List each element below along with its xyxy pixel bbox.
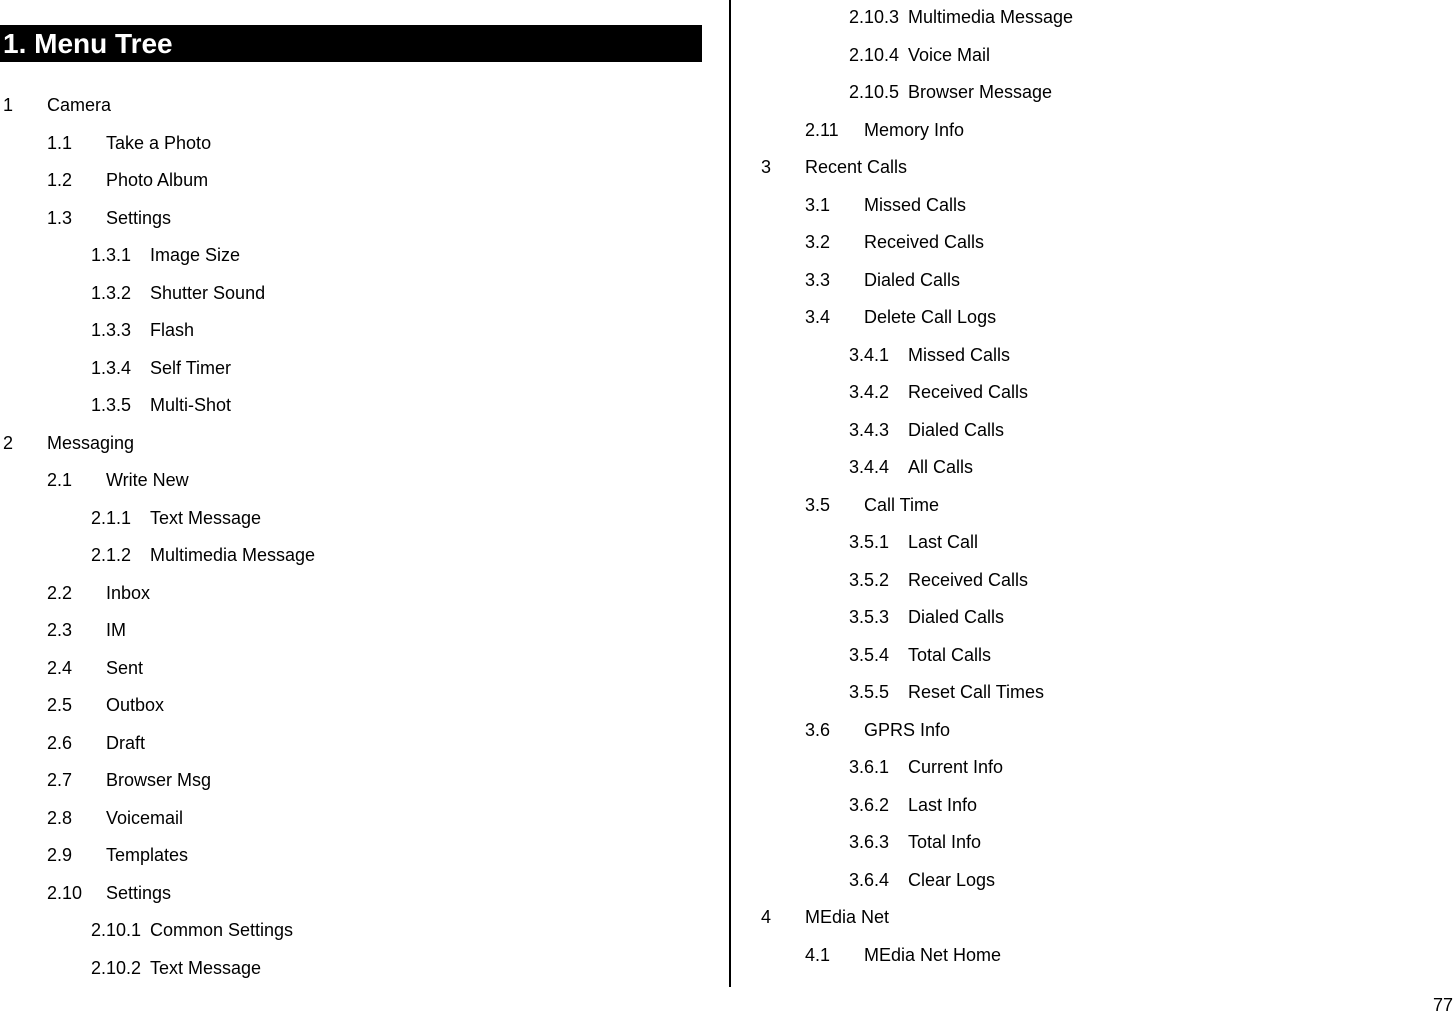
menu-item-label: Multimedia Message — [908, 7, 1074, 27]
menu-item-label: Reset Call Times — [908, 682, 1045, 702]
menu-item-level-3 — [0, 387, 700, 425]
menu-item-level-2 — [0, 650, 700, 688]
menu-item-number: 2.10.1 — [91, 920, 142, 940]
menu-item-label: MEdia Net Home — [864, 944, 1002, 965]
menu-item-level-2 — [0, 837, 700, 875]
menu-item-level-3 — [0, 237, 700, 275]
menu-item-number: 1.3.2 — [91, 282, 132, 303]
menu-item-label: Write New — [106, 470, 189, 490]
menu-item-level-2 — [0, 725, 700, 763]
menu-item-number: 2.10.3 — [849, 7, 900, 27]
menu-item-label: Messaging — [47, 432, 135, 453]
menu-item-level-2 — [0, 687, 700, 725]
menu-item-number: 1.3.3 — [91, 320, 132, 340]
menu-item-number: 2.11 — [805, 119, 839, 140]
menu-item-level-1 — [0, 87, 700, 125]
menu-item-label: Text Message — [150, 507, 262, 528]
menu-item-label: Photo Album — [106, 170, 209, 190]
menu-item-number: 3.4.3 — [849, 419, 890, 440]
menu-item-label: Multimedia Message — [150, 545, 316, 565]
menu-tree-left-column — [0, 87, 700, 987]
menu-item-number: 2.10 — [47, 882, 83, 903]
menu-item-level-2 — [0, 462, 700, 500]
menu-item-number: 2.8 — [47, 807, 73, 828]
menu-item-number: 3.5 — [805, 494, 831, 515]
menu-item-label: Missed Calls — [864, 194, 967, 215]
menu-item-number: 3.4.4 — [849, 457, 890, 477]
menu-item-number: 1.3.5 — [91, 395, 132, 415]
menu-item-label: Camera — [47, 95, 112, 115]
menu-item-number: 3.4.2 — [849, 382, 890, 402]
menu-item-level-2 — [0, 875, 700, 913]
menu-item-level-3 — [0, 312, 700, 350]
menu-item-level-2 — [0, 800, 700, 838]
menu-item-level-3 — [758, 599, 1448, 637]
menu-item-number: 3.5.4 — [849, 644, 890, 665]
menu-item-label: Multi-Shot — [150, 395, 232, 415]
menu-item-number: 2.2 — [47, 582, 73, 603]
menu-item-level-3 — [0, 912, 700, 950]
menu-item-level-2 — [0, 200, 700, 238]
menu-item-level-3 — [0, 275, 700, 313]
menu-item-label: Draft — [106, 732, 146, 753]
menu-item-number: 2.10.4 — [849, 44, 900, 65]
menu-item-level-3 — [758, 412, 1448, 450]
menu-item-level-3 — [758, 824, 1448, 862]
menu-item-level-3 — [758, 449, 1448, 487]
menu-item-level-3 — [758, 787, 1448, 825]
menu-item-level-2 — [758, 112, 1448, 150]
menu-item-level-2 — [758, 487, 1448, 525]
menu-item-number: 2.1.1 — [91, 507, 132, 528]
menu-item-level-1 — [758, 149, 1448, 187]
menu-item-number: 4 — [761, 907, 772, 927]
menu-item-label: Received Calls — [908, 382, 1029, 402]
menu-item-label: Self Timer — [150, 357, 232, 378]
menu-item-label: Received Calls — [864, 232, 985, 252]
menu-item-number: 4.1 — [805, 944, 831, 965]
menu-item-level-3 — [758, 862, 1448, 900]
menu-item-level-3 — [758, 749, 1448, 787]
menu-item-label: Last Info — [908, 794, 978, 815]
menu-item-number: 3.6.3 — [849, 832, 890, 852]
menu-item-number: 2.7 — [47, 770, 73, 790]
menu-item-number: 3.5.5 — [849, 682, 890, 702]
menu-item-label: Dialed Calls — [864, 269, 961, 290]
menu-item-level-2 — [758, 712, 1448, 750]
menu-item-number: 3.5.2 — [849, 569, 890, 590]
menu-item-number: 3.3 — [805, 269, 831, 290]
menu-item-level-3 — [758, 374, 1448, 412]
menu-item-level-3 — [758, 674, 1448, 712]
menu-item-label: Sent — [106, 657, 144, 678]
menu-item-number: 3 — [761, 157, 772, 177]
menu-item-level-2 — [0, 575, 700, 613]
menu-item-number: 2.3 — [47, 620, 73, 640]
menu-item-label: Delete Call Logs — [864, 307, 997, 327]
menu-item-label: Current Info — [908, 757, 1004, 777]
page-number: 77 — [1432, 995, 1453, 1015]
menu-item-label: Dialed Calls — [908, 419, 1005, 440]
menu-item-number: 2.1 — [47, 470, 73, 490]
menu-item-level-1 — [758, 899, 1448, 937]
menu-item-level-2 — [758, 224, 1448, 262]
menu-item-label: Common Settings — [150, 920, 294, 940]
menu-item-label: MEdia Net — [805, 907, 890, 927]
menu-item-level-2 — [758, 262, 1448, 300]
menu-item-level-1 — [0, 425, 700, 463]
section-heading: 1. Menu Tree — [0, 25, 702, 62]
menu-item-level-2 — [758, 937, 1448, 975]
menu-item-label: Memory Info — [864, 119, 965, 140]
menu-item-number: 3.6 — [805, 719, 831, 740]
menu-item-label: Total Calls — [908, 644, 992, 665]
menu-item-number: 2 — [3, 432, 14, 453]
menu-item-label: Voicemail — [106, 807, 184, 828]
menu-tree-right-column — [758, 0, 1448, 974]
menu-item-label: Recent Calls — [805, 157, 908, 177]
column-divider — [729, 0, 731, 987]
menu-item-level-3 — [0, 350, 700, 388]
menu-item-level-3 — [758, 37, 1448, 75]
menu-item-level-3 — [0, 950, 700, 988]
menu-item-number: 1.2 — [47, 170, 73, 190]
menu-item-label: Missed Calls — [908, 344, 1011, 365]
menu-item-number: 2.10.5 — [849, 82, 900, 102]
menu-item-label: Received Calls — [908, 569, 1029, 590]
menu-item-number: 3.6.4 — [849, 869, 890, 890]
menu-item-number: 2.6 — [47, 732, 73, 753]
menu-item-level-3 — [0, 500, 700, 538]
menu-item-number: 3.6.2 — [849, 794, 890, 815]
menu-item-label: Take a Photo — [106, 132, 212, 153]
menu-item-number: 3.4.1 — [849, 344, 890, 365]
menu-item-label: Image Size — [150, 245, 241, 265]
menu-item-label: Dialed Calls — [908, 607, 1005, 627]
menu-item-label: GPRS Info — [864, 719, 951, 740]
menu-item-label: Outbox — [106, 695, 165, 715]
menu-item-number: 3.4 — [805, 307, 831, 327]
menu-item-level-2 — [758, 299, 1448, 337]
menu-item-level-3 — [758, 637, 1448, 675]
menu-item-level-3 — [0, 537, 700, 575]
menu-item-label: All Calls — [908, 457, 974, 477]
menu-item-number: 3.5.3 — [849, 607, 890, 627]
menu-item-label: Templates — [106, 845, 189, 865]
menu-item-number: 1.3.1 — [91, 245, 132, 265]
menu-item-label: Text Message — [150, 957, 262, 978]
menu-item-level-2 — [0, 125, 700, 163]
menu-item-number: 3.6.1 — [849, 757, 890, 777]
menu-item-label: Settings — [106, 207, 172, 228]
menu-item-label: IM — [106, 620, 126, 640]
menu-item-number: 1.3.4 — [91, 357, 132, 378]
menu-item-number: 1.3 — [47, 207, 73, 228]
menu-item-label: Browser Msg — [106, 770, 212, 790]
menu-item-number: 2.1.2 — [91, 545, 132, 565]
menu-item-level-2 — [758, 187, 1448, 225]
menu-item-level-3 — [758, 524, 1448, 562]
menu-item-label: Shutter Sound — [150, 282, 266, 303]
menu-item-label: Clear Logs — [908, 869, 996, 890]
menu-item-label: Total Info — [908, 832, 982, 852]
menu-item-label: Call Time — [864, 494, 940, 515]
menu-item-level-3 — [758, 337, 1448, 375]
menu-item-number: 2.5 — [47, 695, 73, 715]
menu-item-level-3 — [758, 562, 1448, 600]
menu-item-number: 1.1 — [47, 132, 73, 153]
menu-item-number: 3.1 — [805, 194, 831, 215]
menu-item-number: 2.9 — [47, 845, 73, 865]
menu-item-label: Voice Mail — [908, 44, 991, 65]
menu-item-number: 3.2 — [805, 232, 831, 252]
menu-item-level-2 — [0, 762, 700, 800]
menu-item-level-3 — [758, 74, 1448, 112]
menu-item-level-2 — [0, 162, 700, 200]
menu-item-label: Last Call — [908, 532, 979, 552]
menu-item-number: 2.10.2 — [91, 957, 142, 978]
menu-item-level-2 — [0, 612, 700, 650]
menu-item-number: 1 — [3, 95, 14, 115]
menu-item-number: 3.5.1 — [849, 532, 890, 552]
menu-item-number: 2.4 — [47, 657, 73, 678]
menu-item-label: Browser Message — [908, 82, 1053, 102]
menu-item-label: Flash — [150, 320, 195, 340]
menu-item-level-3 — [758, 0, 1448, 37]
menu-item-label: Inbox — [106, 582, 151, 603]
menu-item-label: Settings — [106, 882, 172, 903]
